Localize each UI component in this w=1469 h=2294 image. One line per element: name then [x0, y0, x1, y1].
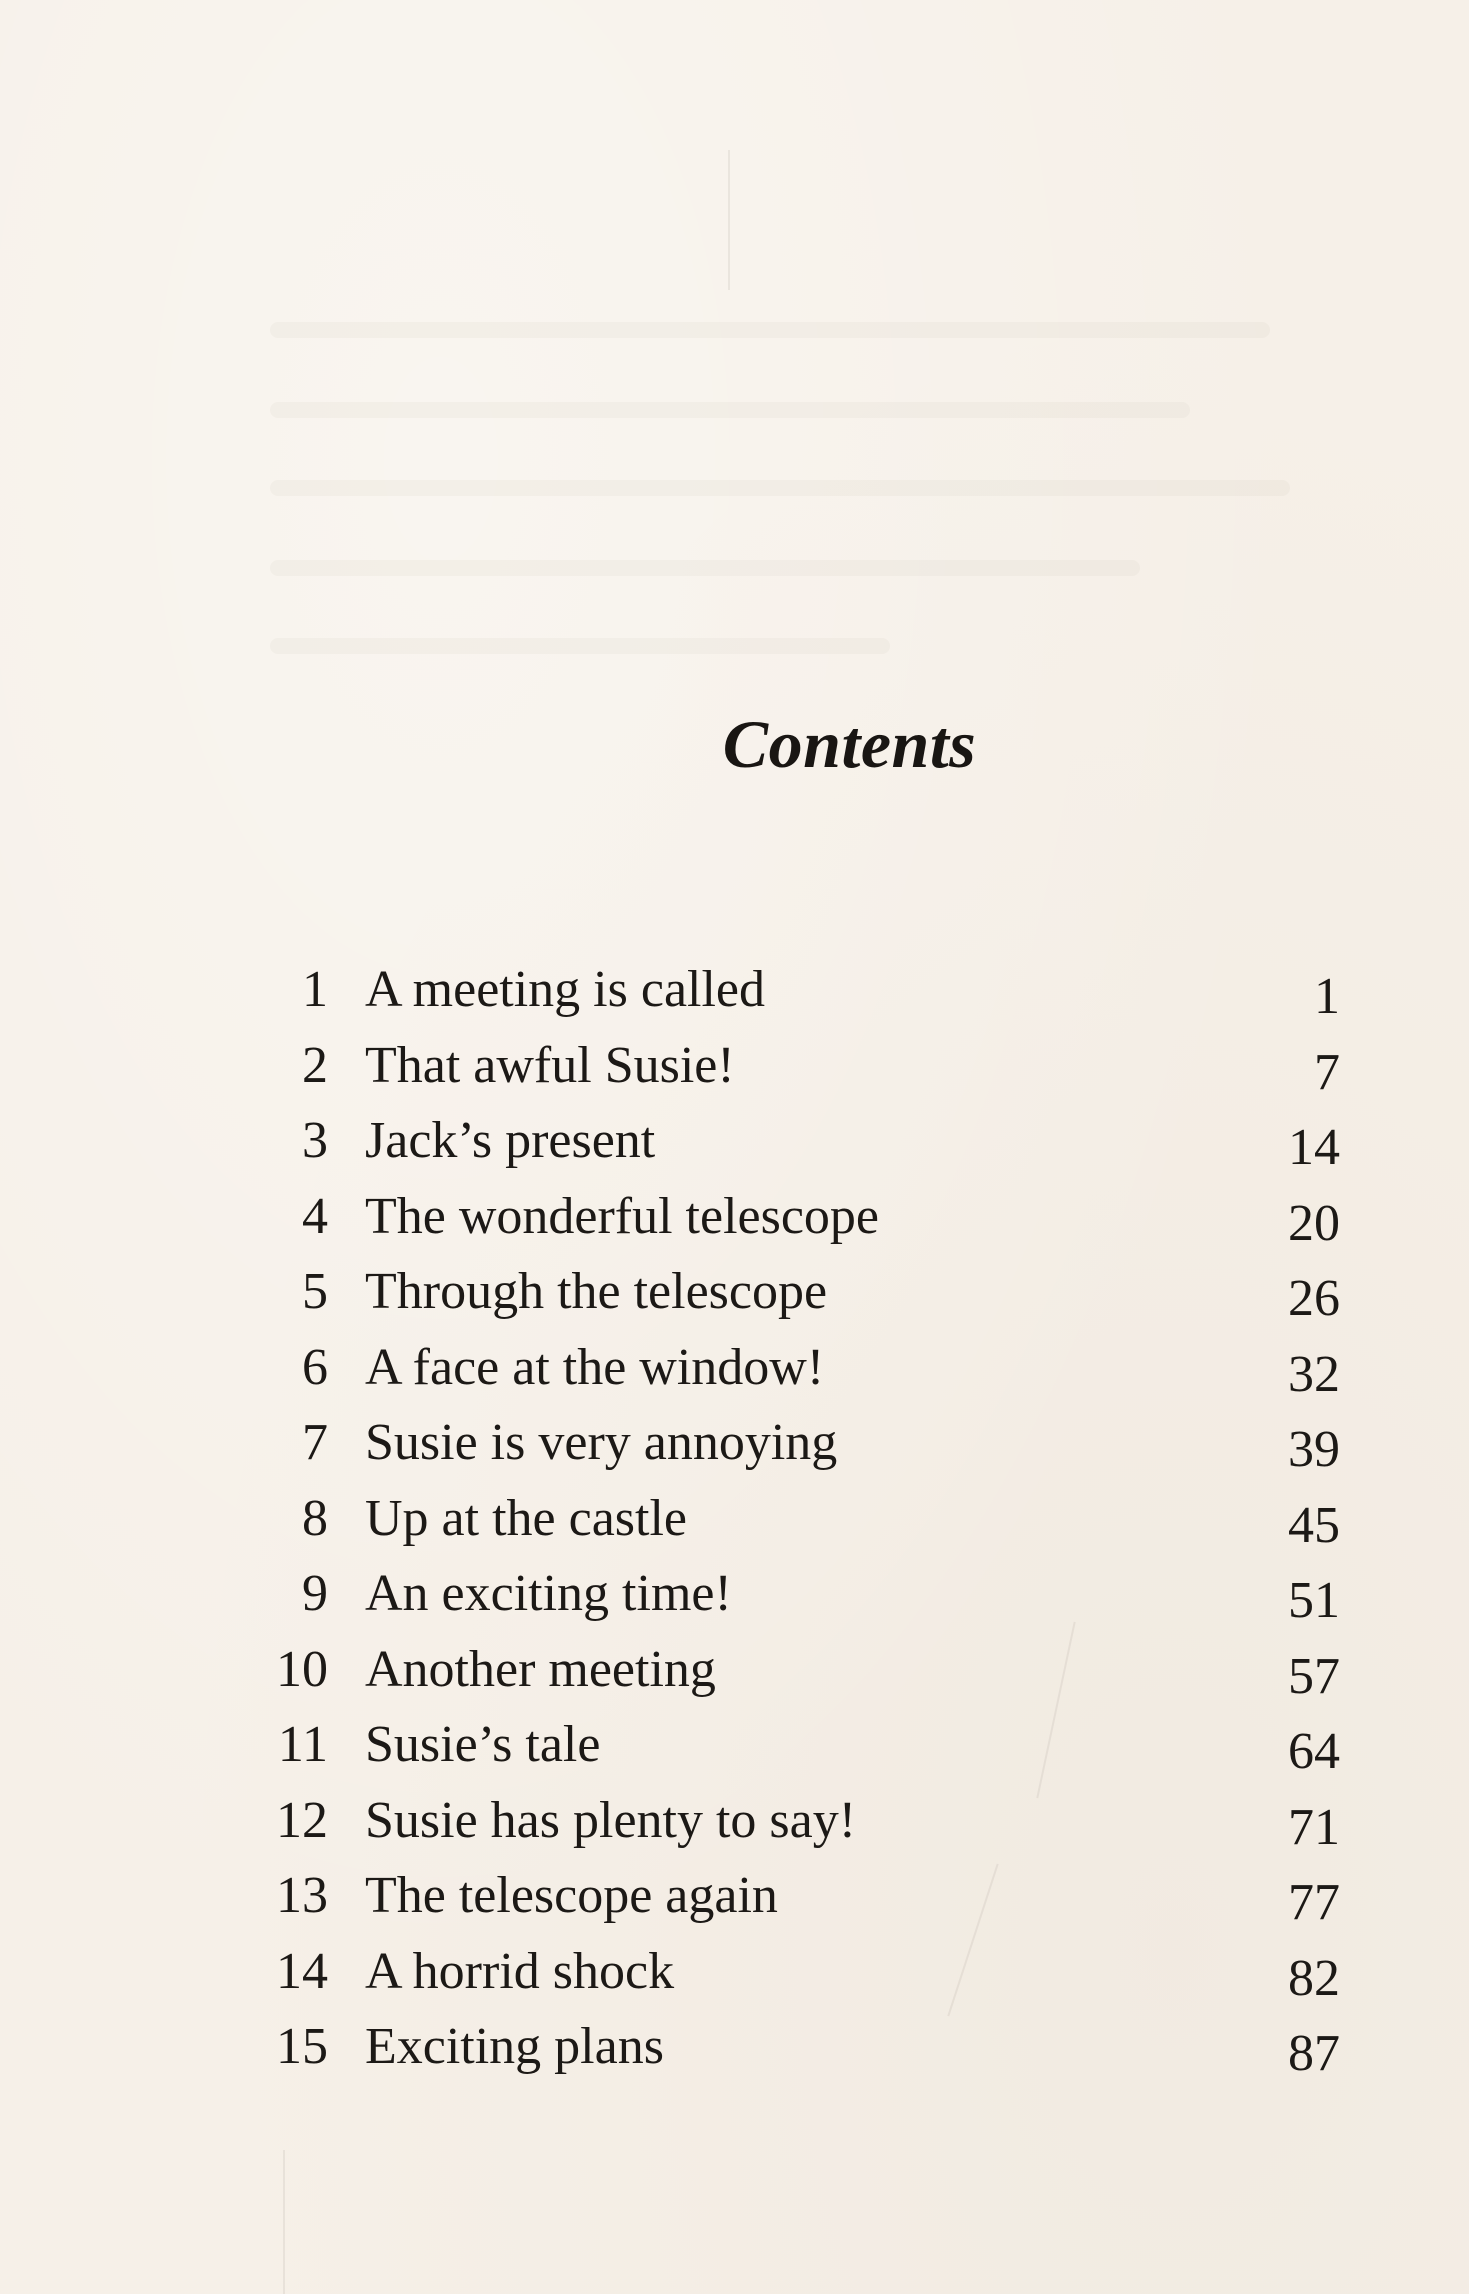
- chapter-title: That awful Susie!: [365, 1036, 735, 1094]
- toc-entry: [250, 1481, 1340, 1557]
- chapter-title: Up at the castle: [365, 1489, 687, 1547]
- paper-mark: [728, 150, 730, 290]
- chapter-title: The wonderful telescope: [365, 1187, 880, 1245]
- chapter-number: 3: [302, 1112, 328, 1169]
- chapter-number: 13: [276, 1867, 328, 1924]
- chapter-page-number: 39: [1288, 1421, 1340, 1478]
- toc-entry: [250, 1556, 1340, 1632]
- toc-entry: [250, 1934, 1340, 2010]
- chapter-title: A meeting is called: [365, 961, 766, 1018]
- chapter-number: 1: [302, 961, 328, 1018]
- chapter-page-number: 1: [1314, 968, 1340, 1025]
- chapter-page-number: 14: [1288, 1119, 1340, 1176]
- page-title: Contents: [722, 706, 977, 782]
- chapter-title: An exciting time!: [365, 1565, 732, 1622]
- toc-entry: [250, 1858, 1340, 1934]
- toc-entry: [250, 1254, 1340, 1330]
- chapter-number: 2: [302, 1036, 328, 1094]
- chapter-page-number: 32: [1288, 1345, 1340, 1403]
- chapter-title: Jack’s present: [365, 1112, 656, 1169]
- toc-entry: [250, 1179, 1340, 1255]
- chapter-title: Through the telescope: [365, 1263, 828, 1320]
- chapter-page-number: 7: [1314, 1043, 1340, 1101]
- chapter-page-number: 82: [1288, 1949, 1340, 2007]
- chapter-page-number: 51: [1288, 1572, 1340, 1629]
- table-of-contents: [250, 952, 1340, 2085]
- toc-entry: [250, 1405, 1340, 1481]
- chapter-number: 7: [302, 1414, 328, 1471]
- chapter-title: Susie’s tale: [365, 1716, 601, 1773]
- chapter-number: 5: [302, 1263, 328, 1320]
- chapter-number: 4: [302, 1187, 328, 1245]
- chapter-page-number: 26: [1288, 1270, 1340, 1327]
- chapter-page-number: 45: [1288, 1496, 1340, 1554]
- toc-entry: [250, 2009, 1340, 2085]
- toc-entry: [250, 1103, 1340, 1179]
- chapter-number: 6: [302, 1338, 328, 1396]
- toc-entry: [250, 1783, 1340, 1859]
- toc-entry: [250, 1330, 1340, 1406]
- chapter-page-number: 87: [1288, 2025, 1340, 2082]
- chapter-number: 14: [276, 1942, 328, 2000]
- show-through-text: [240, 300, 1340, 680]
- chapter-page-number: 20: [1288, 1194, 1340, 1252]
- chapter-number: 12: [276, 1791, 328, 1849]
- chapter-number: 15: [276, 2018, 328, 2075]
- chapter-page-number: 77: [1288, 1874, 1340, 1931]
- toc-entry: [250, 1707, 1340, 1783]
- toc-entry: [250, 1632, 1340, 1708]
- chapter-page-number: 71: [1288, 1798, 1340, 1856]
- chapter-number: 9: [302, 1565, 328, 1622]
- chapter-title: A face at the window!: [365, 1338, 825, 1396]
- chapter-title: A horrid shock: [365, 1942, 675, 2000]
- chapter-title: Susie has plenty to say!: [365, 1791, 857, 1849]
- toc-entry: [250, 952, 1340, 1028]
- chapter-page-number: 64: [1288, 1723, 1340, 1780]
- chapter-title: Exciting plans: [365, 2018, 664, 2075]
- chapter-title: Another meeting: [365, 1640, 716, 1698]
- paper-mark: [283, 2150, 285, 2294]
- chapter-number: 11: [277, 1716, 328, 1773]
- chapter-title: The telescope again: [365, 1867, 778, 1924]
- toc-entry: [250, 1028, 1340, 1104]
- chapter-title: Susie is very annoying: [365, 1414, 838, 1471]
- chapter-number: 8: [302, 1489, 328, 1547]
- chapter-number: 10: [276, 1640, 328, 1698]
- chapter-page-number: 57: [1288, 1647, 1340, 1705]
